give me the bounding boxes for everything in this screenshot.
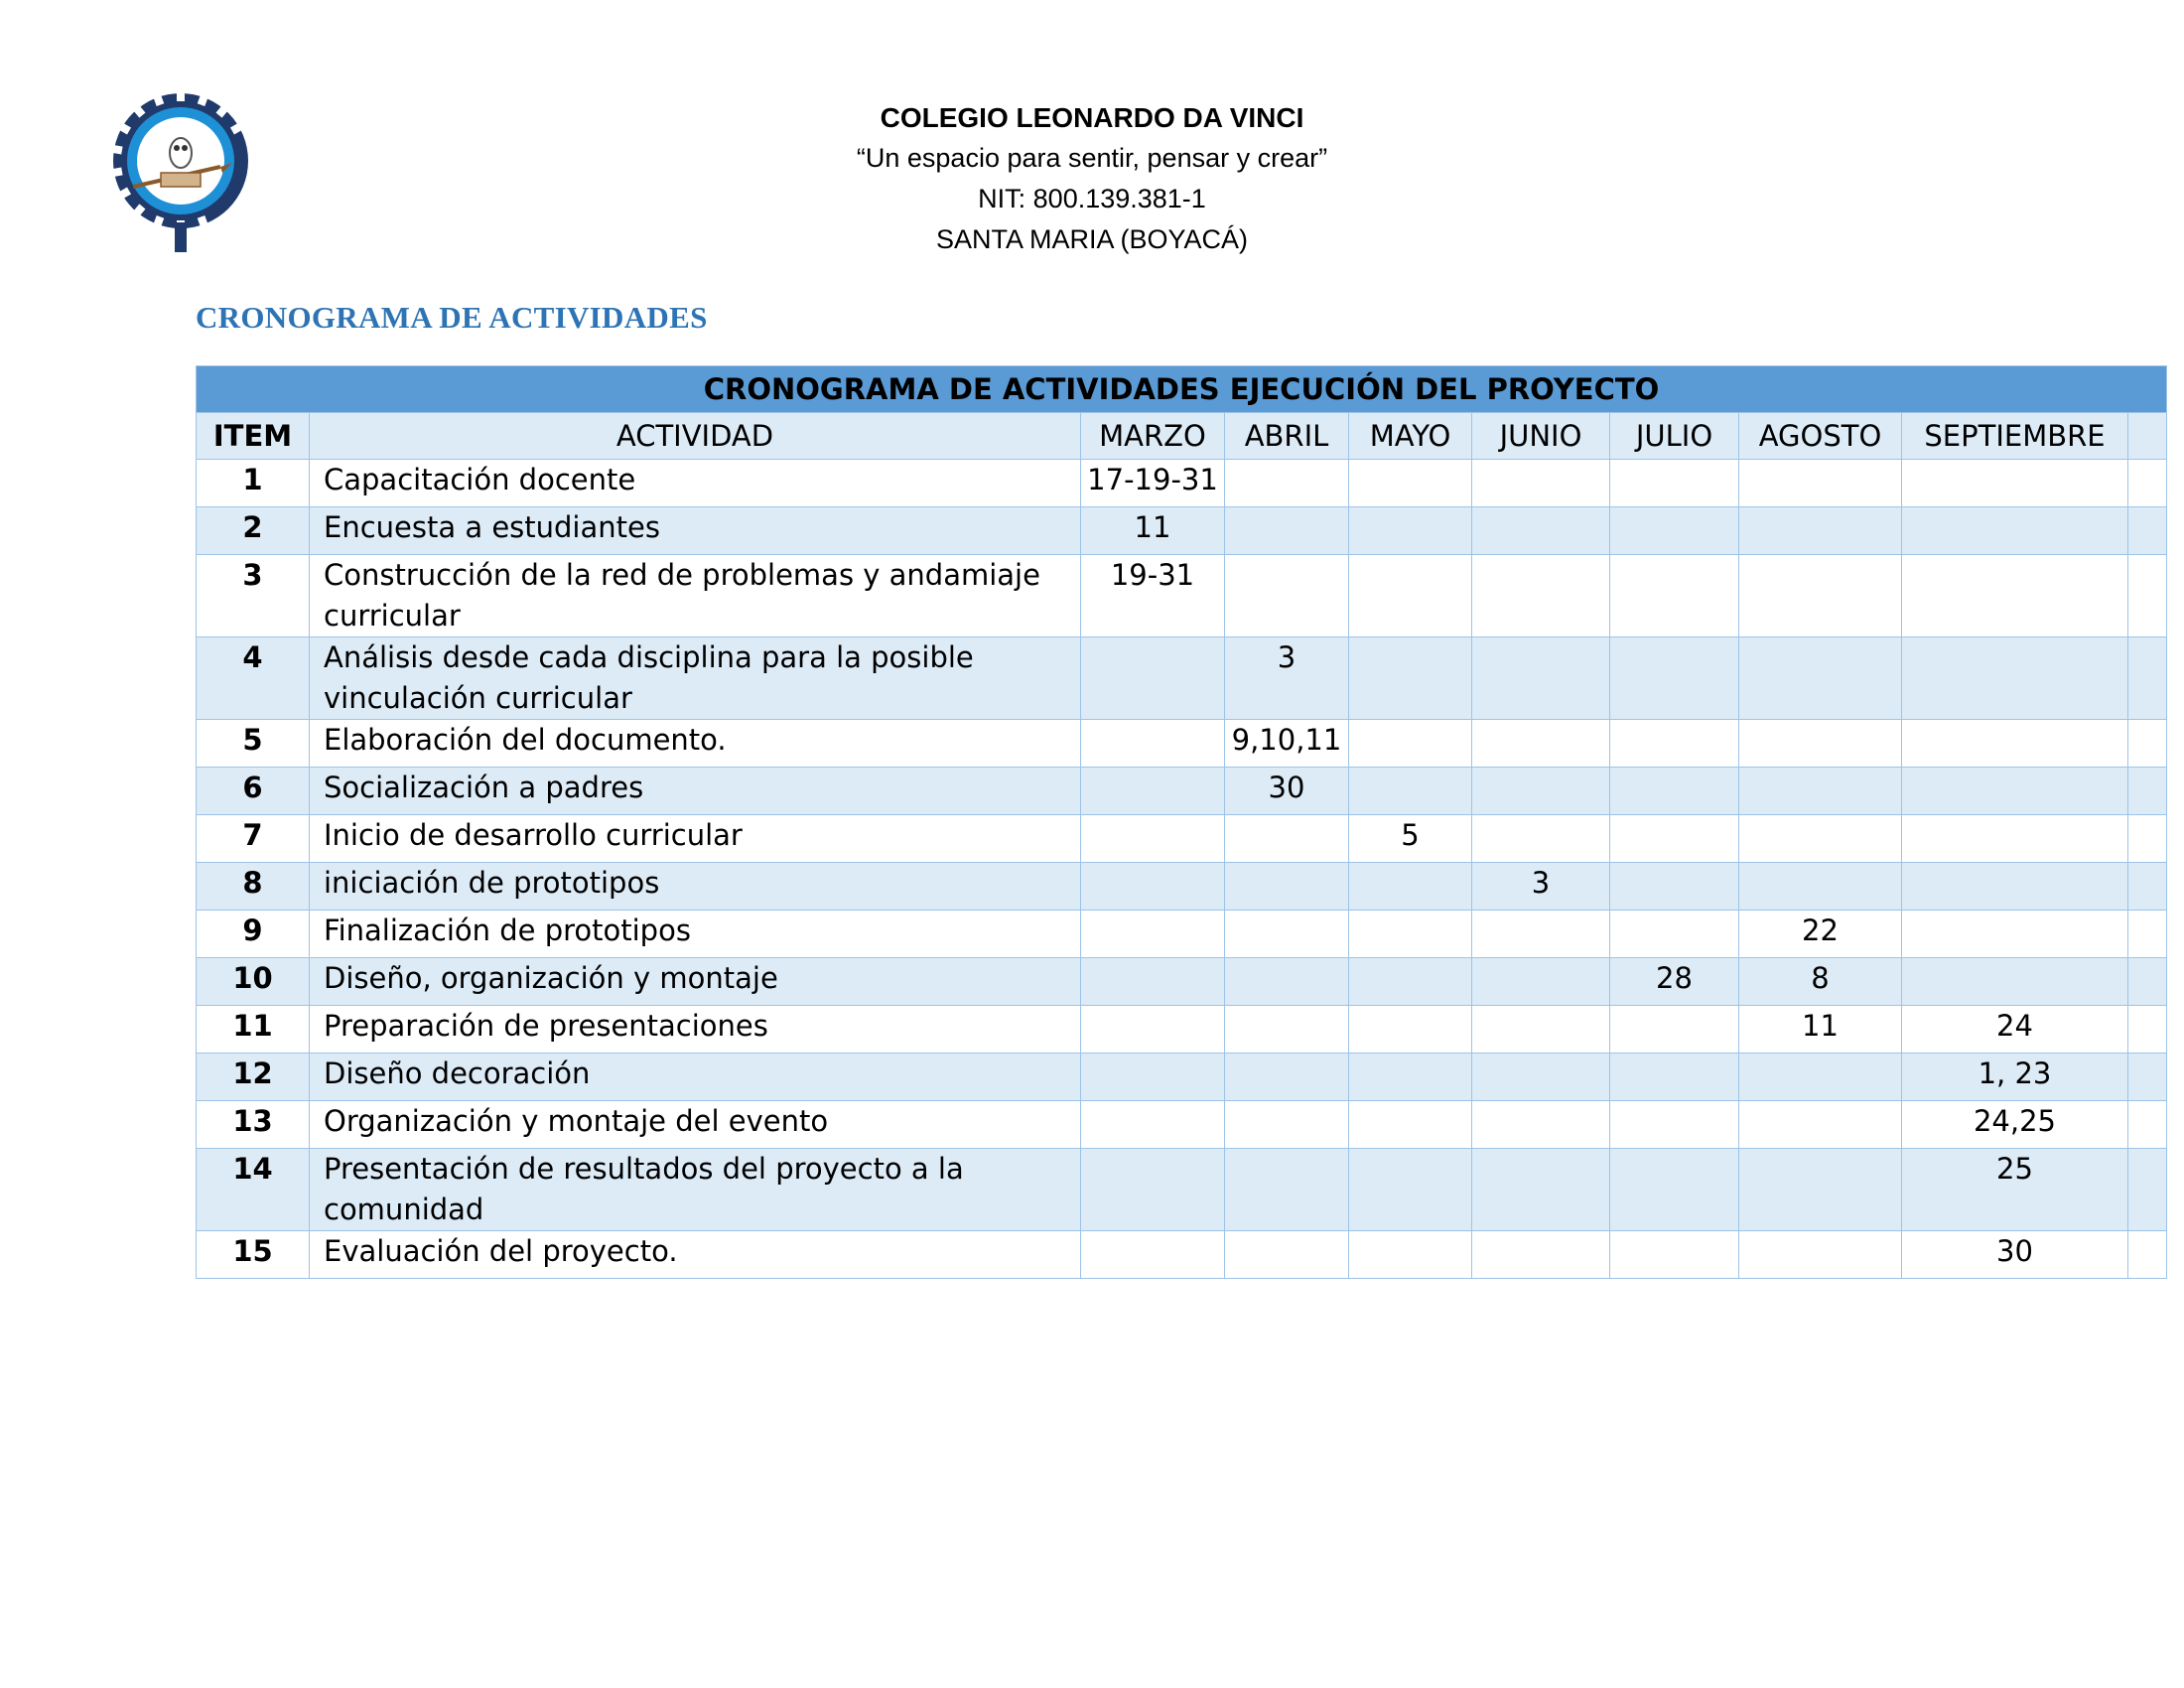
mayo-cell (1349, 637, 1472, 720)
mayo-cell (1349, 768, 1472, 815)
septiembre-cell: 24 (1902, 1006, 2128, 1054)
table-row (197, 720, 2167, 768)
activity-cell: Capacitación docente (310, 460, 1081, 507)
julio-cell (1610, 637, 1739, 720)
school-location: SANTA MARIA (BOYACÁ) (935, 224, 1249, 254)
extra-cell (2128, 1006, 2167, 1054)
septiembre-cell: 25 (1902, 1149, 2128, 1231)
junio-cell (1472, 815, 1610, 863)
julio-cell (1610, 1054, 1739, 1101)
abril-cell (1225, 555, 1349, 637)
item-number-cell: 10 (197, 958, 310, 1006)
table-row (197, 507, 2167, 555)
activity-cell: Presentación de resultados del proyecto a la comunidad (310, 1149, 1081, 1231)
activity-cell: Encuesta a estudiantes (310, 507, 1081, 555)
septiembre-cell (1902, 637, 2128, 720)
activity-cell: Preparación de presentaciones (310, 1006, 1081, 1054)
agosto-cell: 11 (1739, 1006, 1902, 1054)
school-logo (109, 83, 260, 254)
abril-cell (1225, 1149, 1349, 1231)
column-header-agosto: AGOSTO (1739, 413, 1902, 460)
abril-cell: 9,10,11 (1225, 720, 1349, 768)
column-header-junio: JUNIO (1472, 413, 1610, 460)
abril-cell: 30 (1225, 768, 1349, 815)
item-number-cell: 2 (197, 507, 310, 555)
extra-cell (2128, 507, 2167, 555)
junio-cell (1472, 958, 1610, 1006)
junio-cell (1472, 555, 1610, 637)
julio-cell (1610, 1231, 1739, 1279)
table-row (197, 1006, 2167, 1054)
junio-cell (1472, 1101, 1610, 1149)
item-number-cell: 1 (197, 460, 310, 507)
abril-cell (1225, 911, 1349, 958)
extra-cell (2128, 911, 2167, 958)
extra-cell (2128, 637, 2167, 720)
agosto-cell (1739, 555, 1902, 637)
extra-cell (2128, 720, 2167, 768)
table-row (197, 460, 2167, 507)
marzo-cell (1081, 958, 1225, 1006)
septiembre-cell: 1, 23 (1902, 1054, 2128, 1101)
abril-cell (1225, 1054, 1349, 1101)
table-row (197, 863, 2167, 911)
mayo-cell (1349, 863, 1472, 911)
activity-cell: Análisis desde cada disciplina para la posible vinculación curricular (310, 637, 1081, 720)
column-header-extra (2128, 413, 2167, 460)
septiembre-cell (1902, 720, 2128, 768)
item-number-cell: 3 (197, 555, 310, 637)
marzo-cell (1081, 1054, 1225, 1101)
agosto-cell (1739, 637, 1902, 720)
item-number-cell: 6 (197, 768, 310, 815)
extra-cell (2128, 460, 2167, 507)
table-header-row (197, 413, 2167, 460)
julio-cell (1610, 863, 1739, 911)
mayo-cell (1349, 1006, 1472, 1054)
junio-cell: 3 (1472, 863, 1610, 911)
agosto-cell: 8 (1739, 958, 1902, 1006)
junio-cell (1472, 637, 1610, 720)
julio-cell (1610, 768, 1739, 815)
septiembre-cell: 24,25 (1902, 1101, 2128, 1149)
julio-cell (1610, 911, 1739, 958)
extra-cell (2128, 555, 2167, 637)
schedule-table (196, 365, 2167, 1279)
item-number-cell: 11 (197, 1006, 310, 1054)
abril-cell (1225, 815, 1349, 863)
marzo-cell: 11 (1081, 507, 1225, 555)
mayo-cell (1349, 460, 1472, 507)
extra-cell (2128, 815, 2167, 863)
table-row (197, 911, 2167, 958)
mayo-cell (1349, 958, 1472, 1006)
activity-cell: Elaboración del documento. (310, 720, 1081, 768)
extra-cell (2128, 768, 2167, 815)
extra-cell (2128, 958, 2167, 1006)
item-number-cell: 5 (197, 720, 310, 768)
julio-cell (1610, 1101, 1739, 1149)
table-row (197, 815, 2167, 863)
table-row (197, 555, 2167, 637)
julio-cell (1610, 507, 1739, 555)
column-header-marzo: MARZO (1081, 413, 1225, 460)
item-number-cell: 8 (197, 863, 310, 911)
extra-cell (2128, 863, 2167, 911)
activity-cell: Diseño decoración (310, 1054, 1081, 1101)
table-row (197, 958, 2167, 1006)
septiembre-cell (1902, 958, 2128, 1006)
julio-cell: 28 (1610, 958, 1739, 1006)
julio-cell (1610, 720, 1739, 768)
agosto-cell (1739, 1101, 1902, 1149)
activity-cell: Construcción de la red de problemas y andamiaje curricular (310, 555, 1081, 637)
septiembre-cell (1902, 460, 2128, 507)
agosto-cell (1739, 768, 1902, 815)
activity-cell: iniciación de prototipos (310, 863, 1081, 911)
agosto-cell (1739, 1054, 1902, 1101)
marzo-cell (1081, 1231, 1225, 1279)
activity-cell: Diseño, organización y montaje (310, 958, 1081, 1006)
column-header-actividad: ACTIVIDAD (310, 413, 1081, 460)
septiembre-cell (1902, 555, 2128, 637)
septiembre-cell (1902, 863, 2128, 911)
marzo-cell (1081, 1149, 1225, 1231)
septiembre-cell (1902, 507, 2128, 555)
extra-cell (2128, 1054, 2167, 1101)
marzo-cell (1081, 911, 1225, 958)
table-row (197, 1231, 2167, 1279)
julio-cell (1610, 1006, 1739, 1054)
school-motto: “Un espacio para sentir, pensar y crear” (856, 143, 1328, 173)
mayo-cell (1349, 507, 1472, 555)
column-header-julio: JULIO (1610, 413, 1739, 460)
agosto-cell (1739, 1231, 1902, 1279)
item-number-cell: 15 (197, 1231, 310, 1279)
agosto-cell (1739, 720, 1902, 768)
septiembre-cell: 30 (1902, 1231, 2128, 1279)
julio-cell (1610, 555, 1739, 637)
school-nit: NIT: 800.139.381-1 (978, 184, 1206, 213)
table-title: CRONOGRAMA DE ACTIVIDADES EJECUCIÓN DEL PROYECTO (197, 366, 2167, 413)
school-header (635, 97, 1549, 260)
julio-cell (1610, 1149, 1739, 1231)
table-row (197, 768, 2167, 815)
activity-cell: Organización y montaje del evento (310, 1101, 1081, 1149)
abril-cell (1225, 1006, 1349, 1054)
marzo-cell (1081, 1101, 1225, 1149)
junio-cell (1472, 720, 1610, 768)
item-number-cell: 14 (197, 1149, 310, 1231)
abril-cell (1225, 1231, 1349, 1279)
item-number-cell: 4 (197, 637, 310, 720)
marzo-cell: 17-19-31 (1081, 460, 1225, 507)
marzo-cell (1081, 637, 1225, 720)
table-row (197, 1149, 2167, 1231)
column-header-mayo: MAYO (1349, 413, 1472, 460)
julio-cell (1610, 460, 1739, 507)
extra-cell (2128, 1231, 2167, 1279)
agosto-cell: 22 (1739, 911, 1902, 958)
table-row (197, 1054, 2167, 1101)
activity-cell: Finalización de prototipos (310, 911, 1081, 958)
mayo-cell (1349, 911, 1472, 958)
agosto-cell (1739, 815, 1902, 863)
mayo-cell (1349, 1054, 1472, 1101)
marzo-cell (1081, 1006, 1225, 1054)
mayo-cell (1349, 720, 1472, 768)
junio-cell (1472, 768, 1610, 815)
abril-cell (1225, 1101, 1349, 1149)
mayo-cell (1349, 1101, 1472, 1149)
julio-cell (1610, 815, 1739, 863)
junio-cell (1472, 1149, 1610, 1231)
item-number-cell: 7 (197, 815, 310, 863)
column-header-item: ITEM (197, 413, 310, 460)
junio-cell (1472, 1054, 1610, 1101)
extra-cell (2128, 1101, 2167, 1149)
abril-cell (1225, 507, 1349, 555)
abril-cell (1225, 958, 1349, 1006)
septiembre-cell (1902, 815, 2128, 863)
table-row (197, 637, 2167, 720)
column-header-abril: ABRIL (1225, 413, 1349, 460)
septiembre-cell (1902, 911, 2128, 958)
marzo-cell (1081, 815, 1225, 863)
table-row (197, 1101, 2167, 1149)
marzo-cell (1081, 863, 1225, 911)
document-title: CRONOGRAMA DE ACTIVIDADES (196, 300, 708, 335)
junio-cell (1472, 1006, 1610, 1054)
junio-cell (1472, 1231, 1610, 1279)
agosto-cell (1739, 507, 1902, 555)
school-name: COLEGIO LEONARDO DA VINCI (880, 102, 1304, 133)
activity-cell: Socialización a padres (310, 768, 1081, 815)
activity-cell: Evaluación del proyecto. (310, 1231, 1081, 1279)
marzo-cell (1081, 720, 1225, 768)
agosto-cell (1739, 863, 1902, 911)
item-number-cell: 9 (197, 911, 310, 958)
marzo-cell (1081, 768, 1225, 815)
item-number-cell: 12 (197, 1054, 310, 1101)
abril-cell (1225, 460, 1349, 507)
marzo-cell: 19-31 (1081, 555, 1225, 637)
abril-cell: 3 (1225, 637, 1349, 720)
column-header-septiembre: SEPTIEMBRE (1902, 413, 2128, 460)
mayo-cell: 5 (1349, 815, 1472, 863)
junio-cell (1472, 911, 1610, 958)
agosto-cell (1739, 460, 1902, 507)
item-number-cell: 13 (197, 1101, 310, 1149)
mayo-cell (1349, 555, 1472, 637)
extra-cell (2128, 1149, 2167, 1231)
mayo-cell (1349, 1149, 1472, 1231)
abril-cell (1225, 863, 1349, 911)
septiembre-cell (1902, 768, 2128, 815)
junio-cell (1472, 507, 1610, 555)
agosto-cell (1739, 1149, 1902, 1231)
junio-cell (1472, 460, 1610, 507)
mayo-cell (1349, 1231, 1472, 1279)
activity-cell: Inicio de desarrollo curricular (310, 815, 1081, 863)
